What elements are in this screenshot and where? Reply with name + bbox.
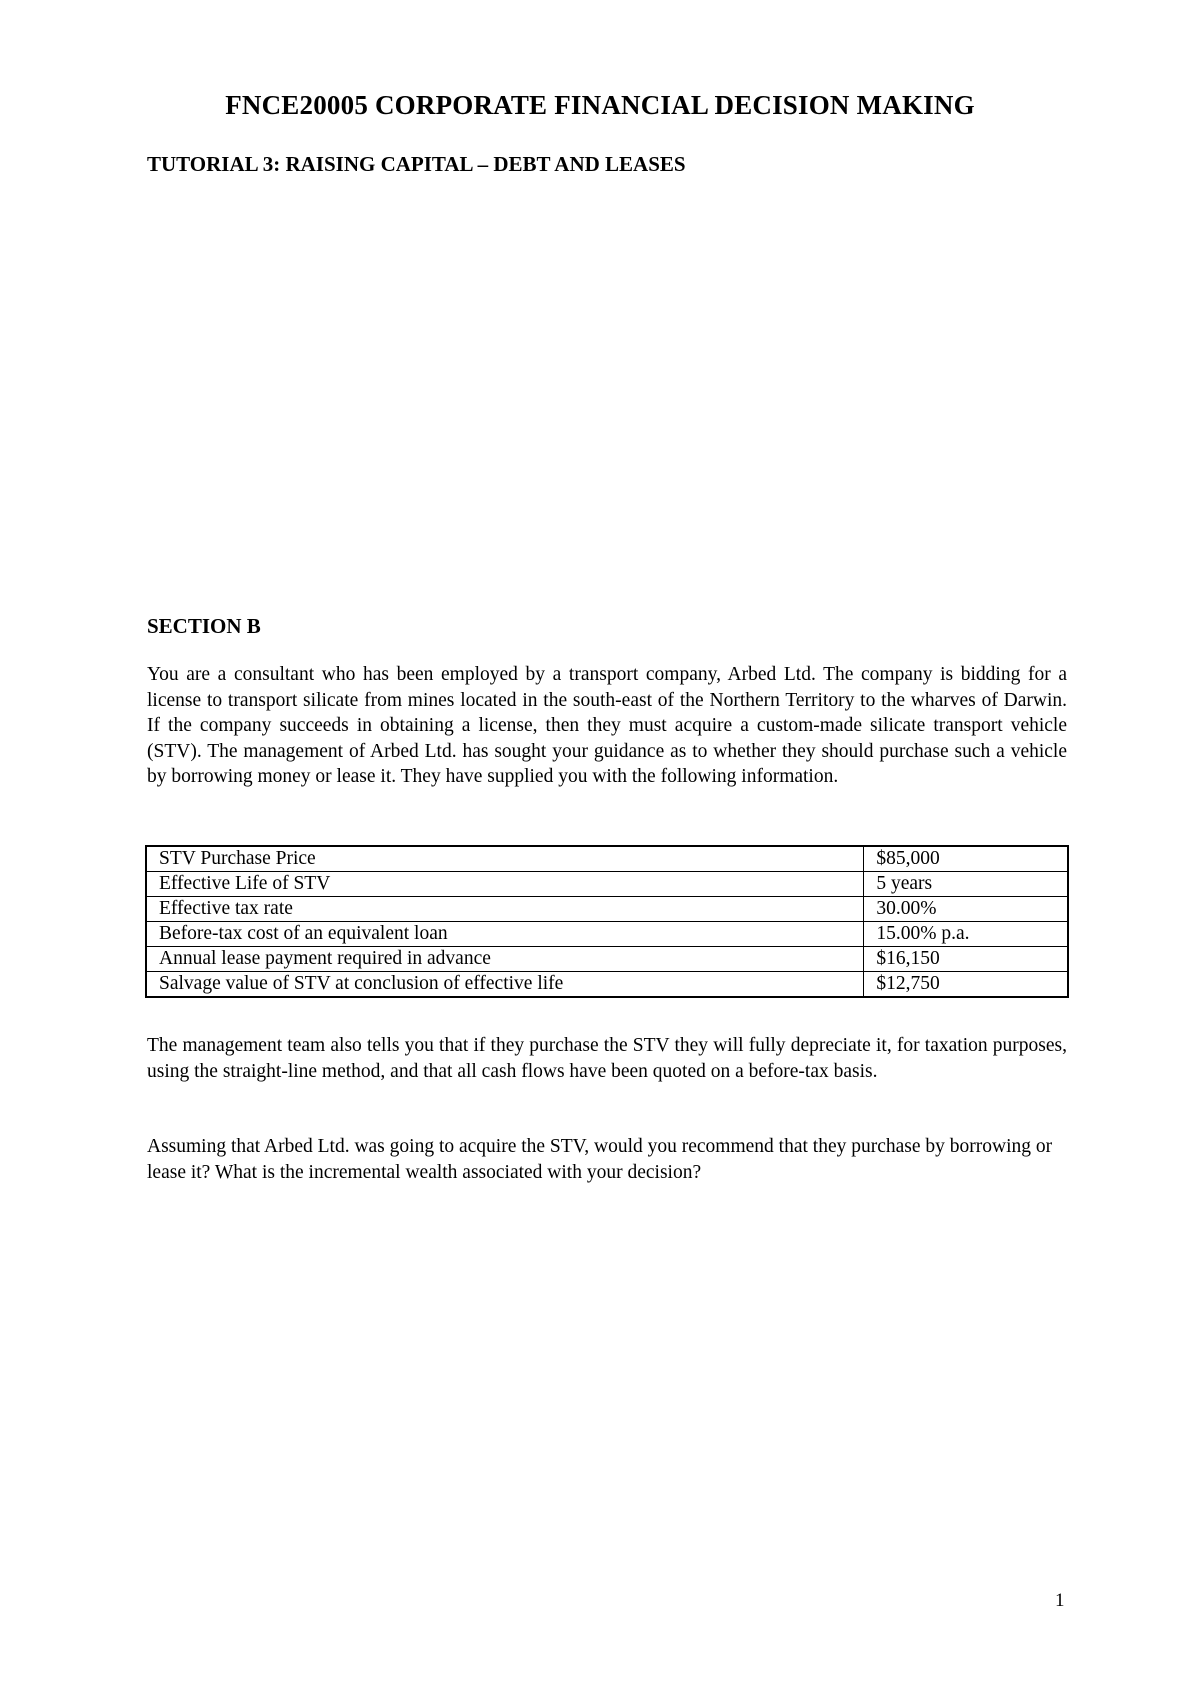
document-title: FNCE20005 CORPORATE FINANCIAL DECISION MAKING: [225, 90, 975, 120]
section-heading: SECTION B: [147, 614, 261, 638]
row-label: Effective tax rate: [146, 897, 864, 922]
table-row: [146, 846, 1068, 872]
question-paragraph: Assuming that Arbed Ltd. was going to acquire the STV, would you recommend that they purchase by borrowing or lease it? What is the incremental wealth associated with your decision?: [147, 1136, 1053, 1183]
row-label: Salvage value of STV at conclusion of effective life: [146, 972, 864, 998]
row-label: Effective Life of STV: [146, 872, 864, 897]
row-value: 30.00%: [864, 897, 1068, 922]
row-label: Annual lease payment required in advance: [146, 947, 864, 972]
table-row: [146, 972, 1068, 998]
row-value: $12,750: [864, 972, 1068, 998]
table-row: [146, 872, 1068, 897]
row-value: $16,150: [864, 947, 1068, 972]
table-row: [146, 947, 1068, 972]
row-value: 5 years: [864, 872, 1068, 897]
depreciation-paragraph: The management team also tells you that if they purchase the STV they will fully depreciate it, for taxation purposes, using the straight-line method, and that all cash flows have been quoted on a before-tax basis.: [147, 1035, 1067, 1082]
tutorial-subtitle: TUTORIAL 3: RAISING CAPITAL – DEBT AND LEASES: [147, 152, 686, 176]
row-value: 15.00% p.a.: [864, 922, 1068, 947]
stv-information-table: [145, 845, 1069, 998]
table-row: [146, 922, 1068, 947]
row-label: Before-tax cost of an equivalent loan: [146, 922, 864, 947]
page-number: 1: [1055, 1590, 1065, 1611]
row-value: $85,000: [864, 846, 1068, 872]
intro-paragraph: You are a consultant who has been employed by a transport company, Arbed Ltd. The company is bidding for a license to transport silicate from mines located in the south-east of the Northern Territory to the wharves of Darwin. If the company succeeds in obtaining a license, then they must acquire a custom-made silicate transport vehicle (STV). The management of Arbed Ltd. has sought your guidance as to whether they should purchase such a vehicle by borrowing money or lease it. They have supplied you with the following information.: [147, 664, 1067, 787]
table-row: [146, 897, 1068, 922]
row-label: STV Purchase Price: [146, 846, 864, 872]
